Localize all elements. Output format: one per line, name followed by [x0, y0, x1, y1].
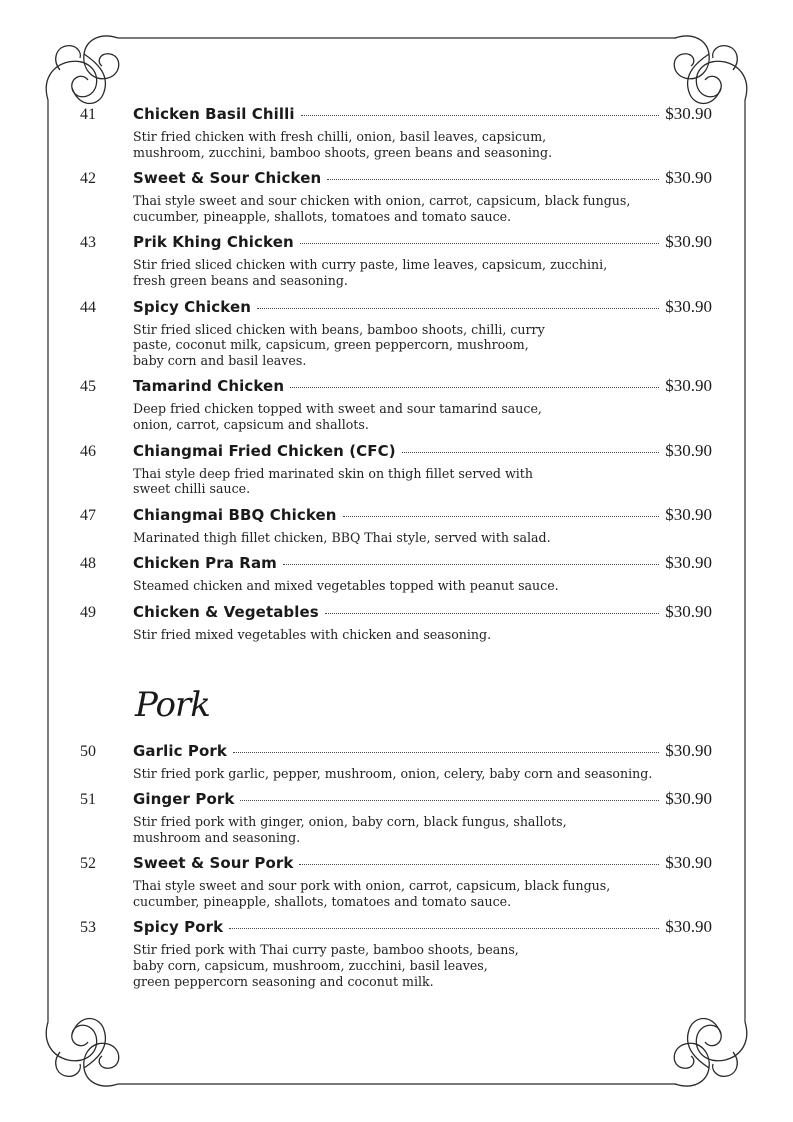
- item-price: $30.90: [665, 853, 712, 873]
- item-price: $30.90: [665, 553, 712, 573]
- menu-item: [80, 741, 712, 782]
- item-number: 49: [80, 603, 96, 621]
- item-number: 51: [80, 791, 96, 809]
- item-description: Thai style sweet and sour pork with onion, carrot, capsicum, black fungus, cucumber, pineapple, shallots, tomatoes and tomato sauce.: [133, 878, 611, 909]
- menu-item: [80, 168, 712, 224]
- menu-item: [80, 232, 712, 288]
- item-number: 44: [80, 298, 96, 316]
- corner-flourish-icon: [674, 1019, 747, 1087]
- menu-list: [80, 104, 712, 997]
- item-name: Ginger Pork: [133, 790, 235, 809]
- item-price: $30.90: [665, 504, 712, 524]
- item-description: Stir fried pork garlic, pepper, mushroom, onion, celery, baby corn and seasoning.: [133, 765, 653, 781]
- item-description: Marinated thigh fillet chicken, BBQ Thai style, served with salad.: [133, 529, 551, 545]
- item-number: 52: [80, 855, 96, 873]
- dotted-leader: [233, 752, 659, 753]
- item-number: 50: [80, 742, 96, 760]
- section-spacer: [80, 731, 712, 741]
- dotted-leader: [325, 613, 659, 614]
- item-price: $30.90: [665, 296, 712, 316]
- dotted-leader: [299, 864, 659, 865]
- dotted-leader: [257, 308, 659, 309]
- dotted-leader: [240, 800, 659, 801]
- item-description: Stir fried sliced chicken with beans, bamboo shoots, chilli, curry paste, coconut milk, capsicum, green peppercorn, mushroom, baby corn and basil leaves.: [133, 321, 545, 368]
- dotted-leader: [327, 179, 659, 180]
- dotted-leader: [290, 387, 659, 388]
- menu-item: [80, 789, 712, 845]
- item-name: Chicken Pra Ram: [133, 554, 277, 573]
- menu-item: [80, 376, 712, 432]
- item-number: 46: [80, 442, 96, 460]
- menu-item: [80, 505, 712, 546]
- item-number: 42: [80, 170, 96, 188]
- item-name: Sweet & Sour Chicken: [133, 169, 322, 188]
- item-number: 45: [80, 378, 96, 396]
- item-description: Thai style sweet and sour chicken with onion, carrot, capsicum, black fungus, cucumber, pineapple, shallots, tomatoes and tomato sauce.: [133, 193, 631, 224]
- item-description: Stir fried chicken with fresh chilli, onion, basil leaves, capsicum, mushroom, zucchini, bamboo shoots, green beans and seasoning.: [133, 129, 553, 160]
- dotted-leader: [301, 115, 660, 116]
- item-price: $30.90: [665, 232, 712, 252]
- item-number: 41: [80, 106, 96, 123]
- item-price: $30.90: [665, 601, 712, 621]
- dotted-leader: [229, 928, 659, 929]
- item-number: 48: [80, 555, 96, 573]
- item-name: Chiangmai BBQ Chicken: [133, 505, 337, 524]
- menu-item: [80, 853, 712, 909]
- item-description: Stir fried mixed vegetables with chicken and seasoning.: [133, 626, 492, 642]
- menu-item: [80, 917, 712, 989]
- item-description: Stir fried pork with ginger, onion, baby corn, black fungus, shallots, mushroom and seasoning.: [133, 814, 567, 845]
- dotted-leader: [300, 243, 659, 244]
- menu-item: [80, 104, 712, 160]
- item-price: $30.90: [665, 740, 712, 760]
- item-price: $30.90: [665, 440, 712, 460]
- item-name: Chiangmai Fried Chicken (CFC): [133, 441, 396, 460]
- menu-item: [80, 602, 712, 643]
- menu-item: [80, 553, 712, 594]
- item-name: Garlic Pork: [133, 741, 228, 760]
- item-price: $30.90: [665, 376, 712, 396]
- corner-flourish-icon: [46, 1019, 119, 1087]
- section-spacer: [80, 651, 712, 679]
- dotted-leader: [283, 564, 659, 565]
- dotted-leader: [402, 452, 660, 453]
- item-name: Chicken & Vegetables: [133, 602, 319, 621]
- item-name: Tamarind Chicken: [133, 377, 285, 396]
- item-name: Chicken Basil Chilli: [133, 105, 295, 123]
- item-description: Deep fried chicken topped with sweet and sour tamarind sauce, onion, carrot, capsicum and shallots.: [133, 401, 542, 432]
- item-price: $30.90: [665, 917, 712, 937]
- corner-flourish-icon: [674, 36, 747, 104]
- item-description: Steamed chicken and mixed vegetables topped with peanut sauce.: [133, 578, 559, 594]
- item-description: Thai style deep fried marinated skin on thigh fillet served with sweet chilli sauce.: [133, 465, 533, 497]
- dotted-leader: [343, 516, 660, 517]
- item-number: 53: [80, 919, 96, 937]
- item-name: Spicy Chicken: [133, 297, 252, 316]
- section-title-pork: Pork: [135, 684, 210, 725]
- item-price: $30.90: [665, 789, 712, 809]
- item-price: $30.90: [665, 104, 712, 123]
- item-number: 43: [80, 234, 96, 252]
- item-number: 47: [80, 506, 96, 524]
- item-price: $30.90: [665, 168, 712, 188]
- menu-item: [80, 297, 712, 369]
- item-name: Prik Khing Chicken: [133, 233, 294, 252]
- item-name: Sweet & Sour Pork: [133, 854, 294, 873]
- corner-flourish-icon: [46, 36, 119, 104]
- item-name: Spicy Pork: [133, 918, 224, 937]
- menu-item: [80, 441, 712, 497]
- item-description: Stir fried sliced chicken with curry paste, lime leaves, capsicum, zucchini, fresh green beans and seasoning.: [133, 257, 608, 288]
- item-description: Stir fried pork with Thai curry paste, bamboo shoots, beans, baby corn, capsicum, mushroom, zucchini, basil leaves, green peppercorn seasoning and coconut milk.: [133, 942, 519, 989]
